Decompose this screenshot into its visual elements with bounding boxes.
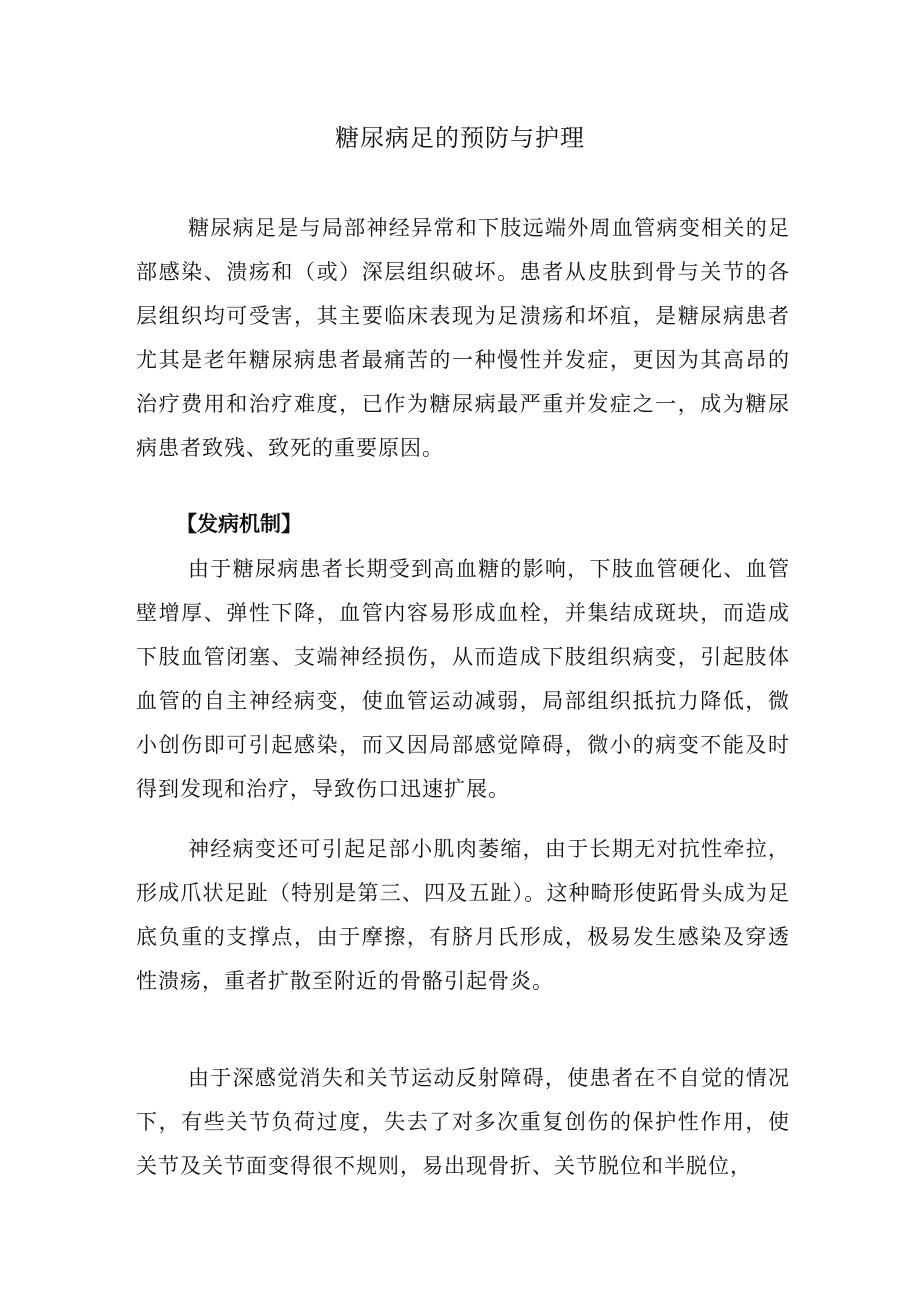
body-paragraph: 由于深感觉消失和关节运动反射障碍，使患者在不自觉的情况下，有些关节负荷过度，失去了对多次重复创伤的保护性作用，使关节及关节面变得很不规则，易出现骨折、关节脱位和半脱位， [136, 1066, 790, 1178]
document-title: 糖尿病足的预防与护理 [335, 124, 585, 152]
section-heading-pathogenesis: 【发病机制】 [176, 512, 302, 536]
body-paragraph: 神经病变还可引起足部小肌肉萎缩，由于长期无对抗性牵拉，形成爪状足趾（特别是第三、四及五趾）。这种畸形使跖骨头成为足底负重的支撑点，由于摩擦，有脐月氏形成，极易发生感染及穿透性溃疡，重者扩散至附近的骨骼引起骨炎。 [136, 837, 790, 993]
intro-paragraph: 糖尿病足是与局部神经异常和下肢远端外周血管病变相关的足部感染、溃疡和（或）深层组织破坏。患者从皮肤到骨与关节的各层组织均可受害，其主要临床表现为足溃疡和坏疽，是糖尿病患者尤其是老年糖尿病患者最痛苦的一种慢性并发症，更因为其高昂的治疗费用和治疗难度，已作为糖尿病最严重并发症之一，成为糖尿病患者致残、致死的重要原因。 [136, 216, 790, 460]
body-paragraph: 由于糖尿病患者长期受到高血糖的影响，下肢血管硬化、血管壁增厚、弹性下降，血管内容易形成血栓，并集结成斑块，而造成下肢血管闭塞、支端神经损伤，从而造成下肢组织病变，引起肢体血管的自主神经病变，使血管运动减弱，局部组织抵抗力降低，微小创伤即可引起感染，而又因局部感觉障碍，微小的病变不能及时得到发现和治疗，导致伤口迅速扩展。 [136, 557, 790, 801]
